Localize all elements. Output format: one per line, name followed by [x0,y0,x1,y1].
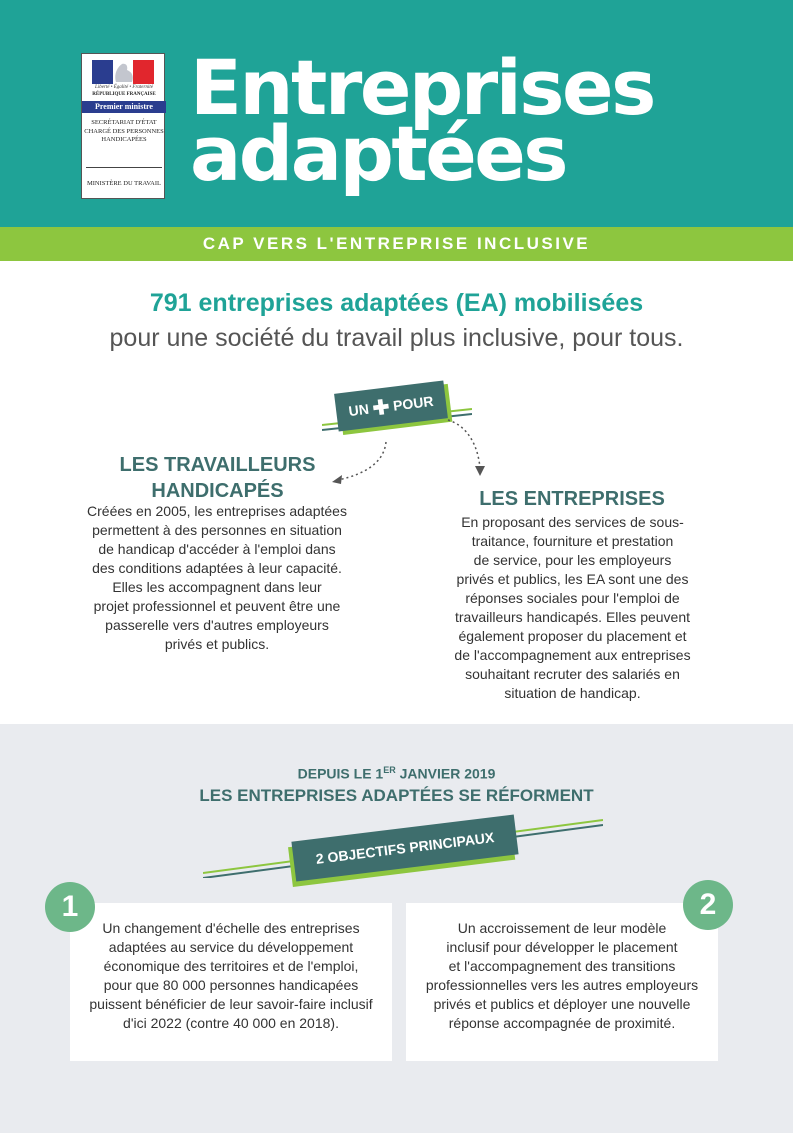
logo-motto: Liberté • Égalité • Fraternité [95,85,153,90]
government-logo [81,53,165,199]
header-banner [0,0,793,227]
reform-date-a: DEPUIS LE 1 [297,765,384,782]
companies-line: également proposer du placement et [458,628,687,644]
workers-heading [85,452,350,504]
logo-ministry: MINISTÈRE DU TRAVAIL [86,180,162,187]
companies-line: de l'accompagnement aux entreprises [454,647,691,663]
logo-premier-ministre: Premier ministre [82,101,166,113]
objective-line: et l'accompagnement des transitions [448,958,676,974]
logo-secretariat: SECRÉTARIAT D'ÉTAT CHARGÉ DES PERSONNES HANDICAPÉES [84,119,164,143]
objective-line: d'ici 2022 (contre 40 000 en 2018). [123,1015,339,1031]
workers-text [66,502,368,654]
reform-date [0,765,793,782]
objective-line: puissent bénéficier de leur savoir-faire inclusif [89,996,373,1012]
tagline-band: CAP VERS L'ENTREPRISE INCLUSIVE [0,227,793,261]
objective-line: adaptées au service du développement [108,939,354,955]
companies-text [435,513,710,703]
objective-2-text [406,919,718,1033]
objective-number-2: 2 [683,880,733,930]
page-title [190,43,750,198]
companies-line: de service, pour les employeurs [473,552,672,568]
reform-date-sup: ER [383,765,396,775]
workers-heading-line-1: LES TRAVAILLEURS [119,454,316,476]
dotted-arrows [326,412,496,492]
intro-subline: pour une société du travail plus inclusive, pour tous. [109,324,684,352]
intro-headline: 791 entreprises adaptées (EA) mobilisées [149,289,644,317]
objective-line: inclusif pour développer le placement [446,939,678,955]
logo-republic: RÉPUBLIQUE FRANÇAISE [92,92,156,97]
workers-line: de handicap d'accéder à l'emploi dans [98,541,336,557]
plus-icon: ✚ [371,396,391,421]
workers-line: des conditions adaptées à leur capacité. [92,560,342,576]
companies-line: souhaitant recruter des salariés en [465,666,680,682]
objective-line: pour que 80 000 personnes handicapées [103,977,359,993]
reform-date-b: JANVIER 2019 [395,765,496,782]
objective-line: Un changement d'échelle des entreprises [102,920,360,936]
workers-heading-line-2: HANDICAPÉS [151,480,284,502]
reform-title: LES ENTREPRISES ADAPTÉES SE RÉFORMENT [199,786,594,805]
objective-card-1 [70,903,392,1061]
objective-line: professionnelles vers les autres employeurs [425,977,699,993]
workers-line: Elles les accompagnent dans leur [112,579,322,595]
workers-line: projet professionnel et peuvent être une [93,598,341,614]
companies-line: traitance, fourniture et prestation [471,533,674,549]
marianne-flag-icon [92,60,154,84]
objective-line: réponse accompagnée de proximité. [448,1015,676,1031]
workers-line: Créées en 2005, les entreprises adaptées [87,503,347,519]
companies-line: réponses sociales pour l'emploi de [465,590,680,606]
companies-line: situation de handicap. [504,685,641,701]
pour-label: POUR [392,392,435,414]
workers-line: privés et publics. [164,636,270,652]
companies-line: privés et publics, les EA sont une des [456,571,689,587]
companies-line: travailleurs handicapés. Elles peuvent [454,609,691,625]
title-line-2: adaptées [190,109,567,198]
workers-line: passerelle vers d'autres employeurs [105,617,329,633]
un-label: UN [347,400,370,420]
objective-line: économique des territoires et de l'emploi, [103,958,359,974]
companies-line: En proposant des services de sous- [461,514,684,530]
objectives-banner: 2 OBJECTIFS PRINCIPAUX [291,814,518,881]
companies-heading: LES ENTREPRISES [479,488,665,510]
objective-line: Un accroissement de leur modèle [457,920,667,936]
objective-number-1: 1 [45,882,95,932]
objective-1-text [70,919,392,1033]
workers-line: permettent à des personnes en situation [92,522,342,538]
title-line-1: Entreprises [190,43,654,132]
logo-divider [86,167,162,168]
objective-card-2 [406,903,718,1061]
objective-line: privés et publics et déployer une nouvelle [433,996,691,1012]
